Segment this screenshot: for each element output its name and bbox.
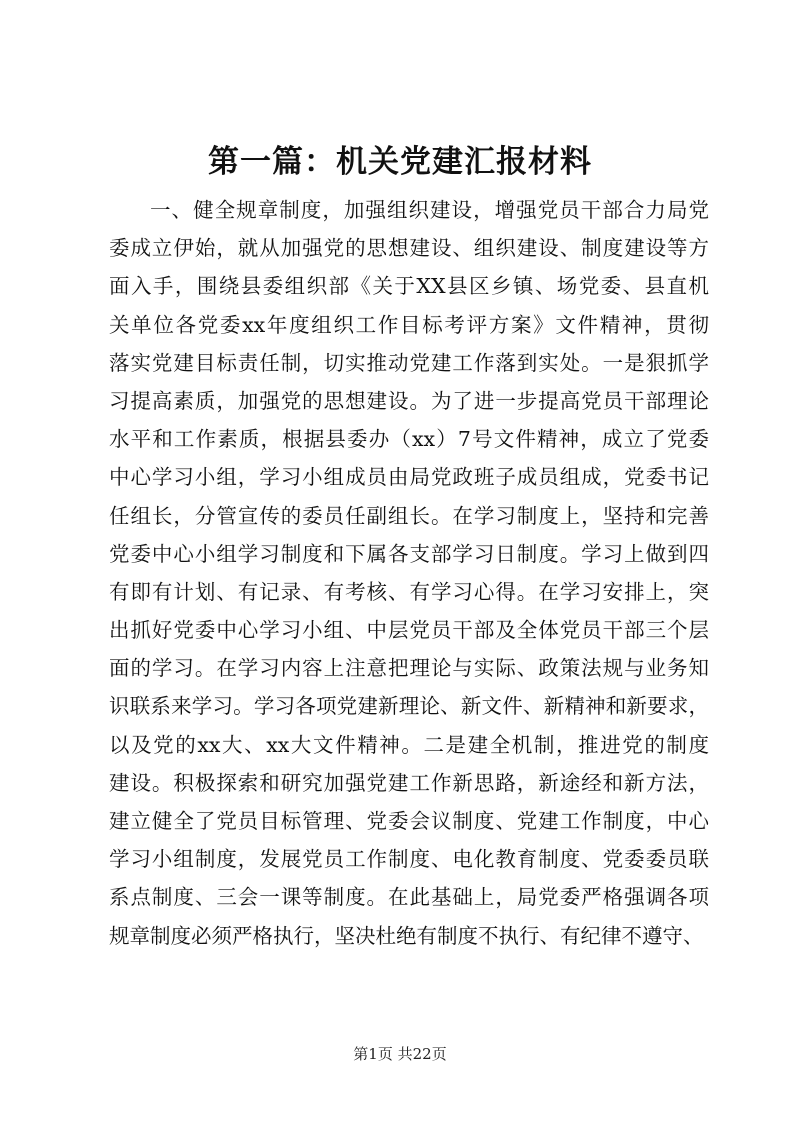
body-line: 以及党的xx大、xx大文件精神。二是建全机制，推进党的制度 — [109, 732, 709, 757]
body-line: 学习小组制度，发展党员工作制度、电化教育制度、党委委员联 — [109, 847, 709, 872]
body-line: 系点制度、三会一课等制度。在此基础上，局党委严格强调各项 — [109, 885, 709, 910]
body-line: 关单位各党委xx年度组织工作目标考评方案》文件精神，贯彻 — [109, 312, 709, 337]
body-line: 党委中心小组学习制度和下属各支部学习日制度。学习上做到四 — [109, 541, 709, 566]
body-line: 任组长，分管宣传的委员任副组长。在学习制度上，坚持和完善 — [109, 503, 709, 528]
body-line: 建设。积极探索和研究加强党建工作新思路，新途经和新方法， — [109, 770, 709, 795]
page-footer: 第1页 共22页 — [353, 1045, 447, 1063]
document-body — [109, 191, 709, 955]
body-line: 面的学习。在学习内容上注意把理论与实际、政策法规与业务知 — [109, 656, 709, 681]
body-line: 面入手，围绕县委组织部《关于XX县区乡镇、场党委、县直机 — [109, 274, 709, 299]
body-line: 有即有计划、有记录、有考核、有学习心得。在学习安排上，突 — [109, 579, 709, 604]
body-line: 一、健全规章制度，加强组织建设，增强党员干部合力局党 — [150, 198, 709, 222]
body-line: 规章制度必须严格执行，坚决杜绝有制度不执行、有纪律不遵守、 — [109, 923, 704, 948]
body-line: 建立健全了党员目标管理、党委会议制度、党建工作制度，中心 — [109, 809, 709, 833]
body-line: 委成立伊始，就从加强党的思想建设、组织建设、制度建设等方 — [109, 236, 709, 261]
body-line: 中心学习小组，学习小组成员由局党政班子成员组成，党委书记 — [109, 465, 709, 490]
body-line: 出抓好党委中心学习小组、中层党员干部及全体党员干部三个层 — [109, 618, 709, 643]
document-title: 第一篇：机关党建汇报材料 — [208, 144, 592, 180]
body-line: 习提高素质，加强党的思想建设。为了进一步提高党员干部理论 — [109, 388, 709, 413]
body-line: 识联系来学习。学习各项党建新理论、新文件、新精神和新要求， — [109, 694, 709, 719]
body-line: 水平和工作素质，根据县委办（xx）7号文件精神，成立了党委 — [109, 427, 709, 452]
body-line: 落实党建目标责任制，切实推动党建工作落到实处。一是狠抓学 — [109, 350, 709, 375]
